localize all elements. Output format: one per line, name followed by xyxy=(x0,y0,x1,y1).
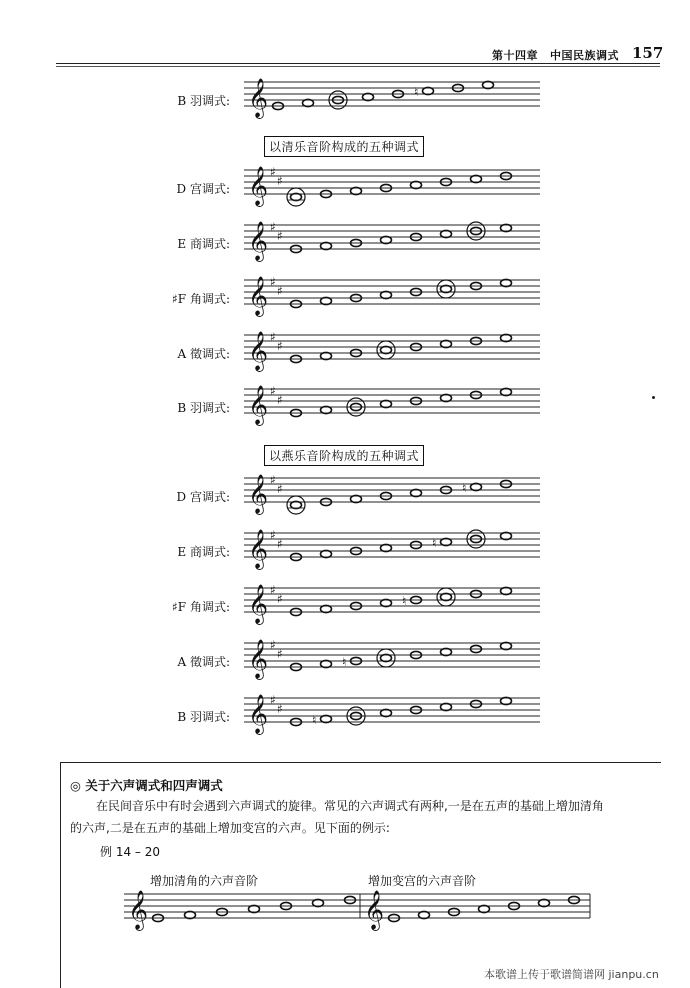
treble-clef-icon: 𝄞 xyxy=(248,584,269,624)
note-head xyxy=(483,81,494,88)
sharp-icon: ♯ xyxy=(270,330,276,344)
example-label: 例 14 – 20 xyxy=(100,845,160,859)
sharp-icon: ♯ xyxy=(270,528,276,542)
note-head xyxy=(321,352,332,359)
note-paragraph-line1 xyxy=(70,795,650,817)
note-head xyxy=(501,388,512,395)
scale-label-biangong: 增加变宫的六声音阶 xyxy=(368,874,477,888)
note-head xyxy=(363,93,374,100)
sharp-icon: ♯ xyxy=(270,473,276,487)
note-head xyxy=(441,394,452,401)
mode-label-qing-yu: B 羽调式: xyxy=(177,401,230,415)
sharp-icon: ♯ xyxy=(270,638,276,652)
sharp-icon: ♯ xyxy=(270,384,276,398)
natural-icon: ♮ xyxy=(342,655,347,669)
treble-clef-icon: 𝄞 xyxy=(248,221,269,261)
note-head xyxy=(351,187,362,194)
note-head xyxy=(471,483,482,490)
note-head xyxy=(471,175,482,182)
note-head xyxy=(321,297,332,304)
note-head xyxy=(381,654,392,661)
note-head xyxy=(321,242,332,249)
sharp-icon: ♯ xyxy=(277,339,283,353)
note-head xyxy=(381,236,392,243)
sharp-icon: ♯ xyxy=(270,165,276,179)
note-head xyxy=(321,550,332,557)
note-head xyxy=(321,406,332,413)
sharp-icon: ♯ xyxy=(277,393,283,407)
note-head xyxy=(321,715,332,722)
note-head xyxy=(423,87,434,94)
mode-label-yan-jue: ♯F 角调式: xyxy=(172,600,230,614)
treble-clef-icon: 𝄞 xyxy=(248,166,269,206)
note-head xyxy=(381,544,392,551)
natural-icon: ♮ xyxy=(414,85,419,99)
mode-label-yan-shang: E 商调式: xyxy=(177,545,230,559)
sharp-icon: ♯ xyxy=(270,220,276,234)
scale-label-qingjue: 增加清角的六声音阶 xyxy=(150,874,259,888)
note-paragraph-line1-text: 在民间音乐中有时会遇到六声调式的旋律。常见的六声调式有两种,一是在五声的基础上增加清角 xyxy=(96,799,604,813)
sharp-icon: ♯ xyxy=(270,583,276,597)
note-head xyxy=(351,495,362,502)
note-head xyxy=(501,697,512,704)
treble-clef-icon: 𝄞 xyxy=(364,890,385,930)
treble-clef-icon: 𝄞 xyxy=(248,694,269,734)
mode-label-qing-zhi: A 徵调式: xyxy=(177,347,230,361)
sharp-icon: ♯ xyxy=(277,174,283,188)
note-section-title: ◎ 关于六声调式和四声调式 xyxy=(70,778,223,793)
note-head xyxy=(291,501,302,508)
mode-label-yan-gong: D 宫调式: xyxy=(176,490,230,504)
sharp-icon: ♯ xyxy=(277,647,283,661)
note-head xyxy=(441,340,452,347)
note-head xyxy=(441,648,452,655)
page-number: 157 xyxy=(632,44,664,62)
treble-clef-icon: 𝄞 xyxy=(248,78,269,118)
note-head xyxy=(501,642,512,649)
footer-watermark: 本歌谱上传于歌谱简谱网 jianpu.cn xyxy=(484,968,659,981)
natural-icon: ♮ xyxy=(432,536,437,550)
mode-label-top-yu: B 羽调式: xyxy=(177,94,230,108)
chapter-title: 中国民族调式 xyxy=(550,49,619,62)
note-head xyxy=(501,334,512,341)
note-head xyxy=(501,532,512,539)
natural-icon: ♮ xyxy=(462,481,467,495)
treble-clef-icon: 𝄞 xyxy=(248,331,269,371)
note-head xyxy=(441,538,452,545)
chapter-number: 第十四章 xyxy=(492,49,538,62)
note-head xyxy=(381,709,392,716)
note-head xyxy=(381,346,392,353)
note-head xyxy=(441,285,452,292)
note-head xyxy=(381,291,392,298)
sharp-icon: ♯ xyxy=(277,537,283,551)
note-head xyxy=(381,400,392,407)
mode-label-yan-zhi: A 徵调式: xyxy=(177,655,230,669)
sharp-icon: ♯ xyxy=(270,693,276,707)
sharp-icon: ♯ xyxy=(277,229,283,243)
note-head xyxy=(441,703,452,710)
note-head xyxy=(501,224,512,231)
note-head xyxy=(411,489,422,496)
natural-icon: ♮ xyxy=(402,594,407,608)
note-head xyxy=(303,99,314,106)
mode-label-qing-shang: E 商调式: xyxy=(177,237,230,251)
note-head xyxy=(441,593,452,600)
note-head xyxy=(411,181,422,188)
sharp-icon: ♯ xyxy=(270,275,276,289)
note-head xyxy=(321,605,332,612)
treble-clef-icon: 𝄞 xyxy=(248,276,269,316)
sharp-icon: ♯ xyxy=(277,284,283,298)
treble-clef-icon: 𝄞 xyxy=(248,385,269,425)
note-head xyxy=(441,230,452,237)
mode-label-yan-yu: B 羽调式: xyxy=(177,710,230,724)
section-title-qingyue: 以清乐音阶构成的五种调式 xyxy=(264,136,424,157)
mode-label-qing-jue: ♯F 角调式: xyxy=(172,292,230,306)
note-head xyxy=(381,599,392,606)
note-head xyxy=(291,193,302,200)
natural-icon: ♮ xyxy=(312,713,317,727)
section-title-yanyue: 以燕乐音阶构成的五种调式 xyxy=(264,445,424,466)
mode-label-qing-gong: D 宫调式: xyxy=(176,182,230,196)
treble-clef-icon: 𝄞 xyxy=(248,529,269,569)
treble-clef-icon: 𝄞 xyxy=(128,890,149,930)
sharp-icon: ♯ xyxy=(277,592,283,606)
sharp-icon: ♯ xyxy=(277,482,283,496)
treble-clef-icon: 𝄞 xyxy=(248,474,269,514)
note-head xyxy=(501,587,512,594)
note-head xyxy=(321,660,332,667)
note-head xyxy=(501,279,512,286)
treble-clef-icon: 𝄞 xyxy=(248,639,269,679)
sharp-icon: ♯ xyxy=(277,702,283,716)
note-paragraph-line2: 的六声,二是在五声的基础上增加变宫的六声。见下面的例示: xyxy=(70,821,390,835)
